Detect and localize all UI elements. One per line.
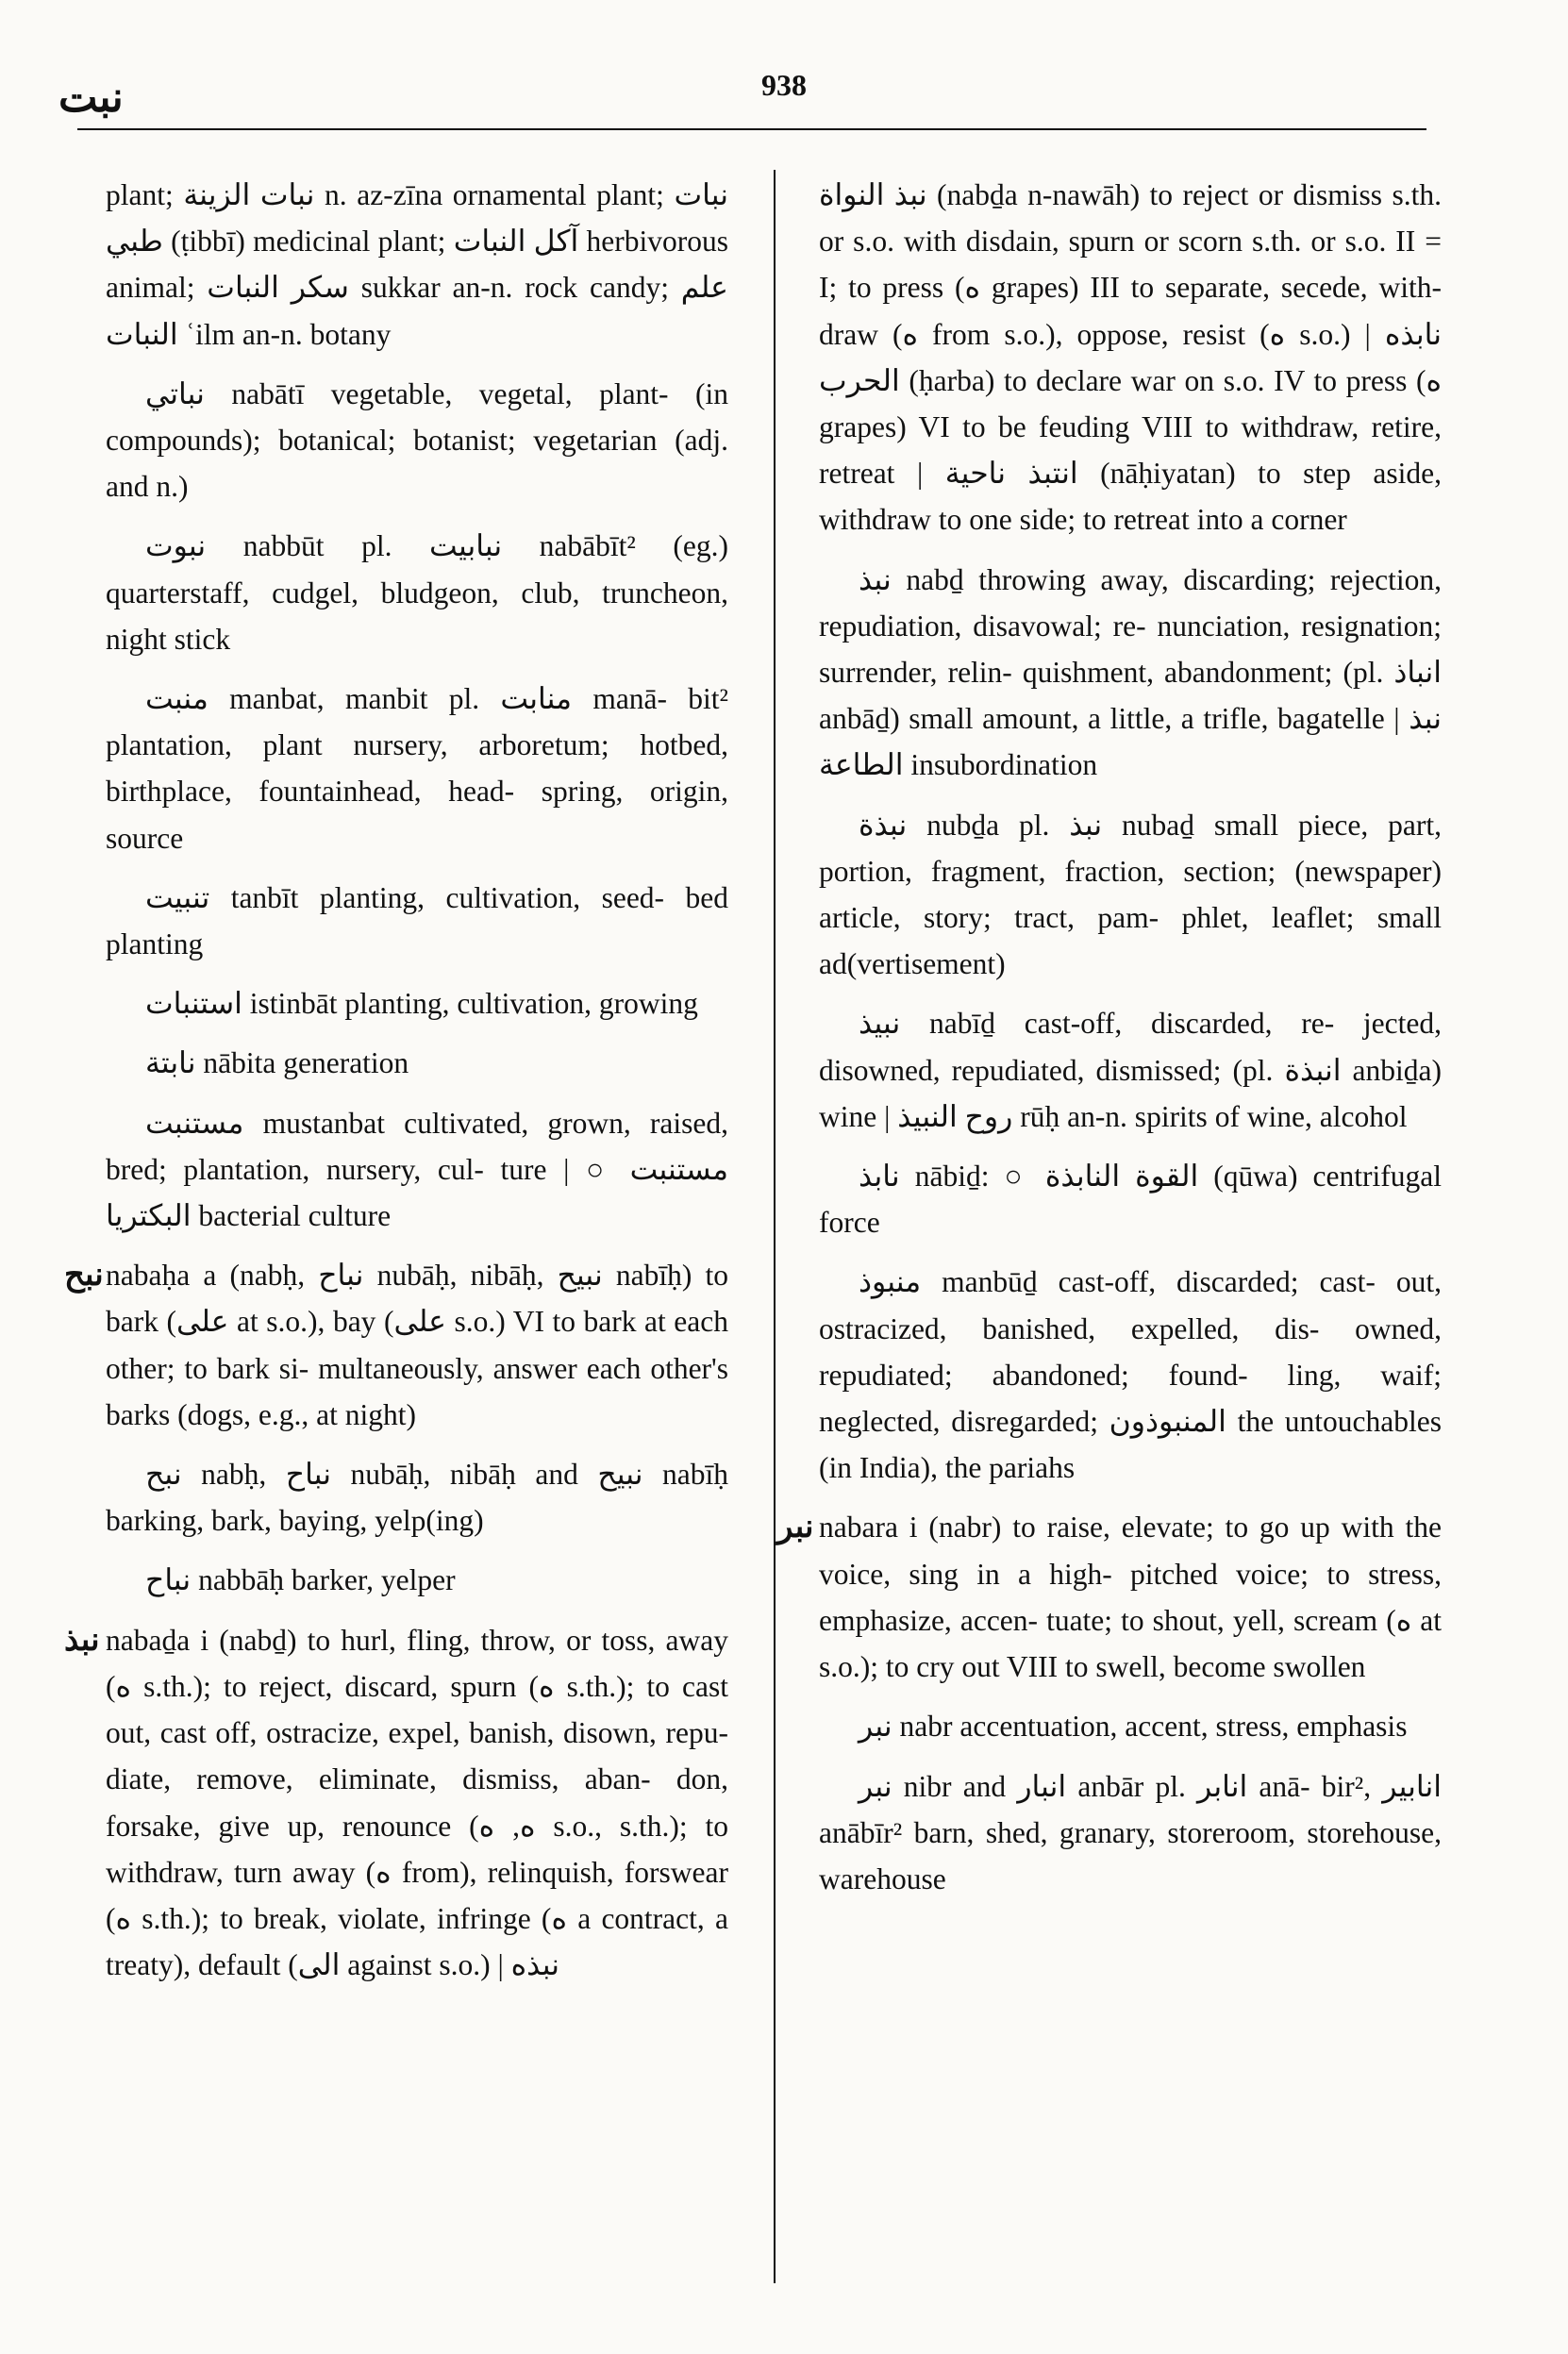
dictionary-entry [106, 523, 728, 662]
dictionary-entry [777, 1504, 1442, 1690]
entry-text: نابذ nābiḏ: ○ القوة النابذة (qūwa) centrifugal force [819, 1160, 1442, 1240]
dictionary-entry [64, 1252, 728, 1438]
running-head-root: نبت [58, 75, 124, 121]
dictionary-entry [106, 172, 728, 358]
dictionary-entry [106, 1557, 728, 1603]
dictionary-entry [106, 676, 728, 861]
entry-text: نبح nabḥ, نباح nubāḥ, nibāḥ and نبيح nabīḥ barking, bark, baying, yelp(ing) [106, 1458, 729, 1538]
entry-text: نبيذ nabīḏ cast-off, discarded, re- jected, disowned, repudiated, dismissed; (pl. انبذة anbiḏa) wine | روح النبيذ rūḥ an-n. spirits of wine, alcohol [819, 1007, 1442, 1133]
entry-text: nabaḥa a (nabḥ, نباح nubāḥ, nibāḥ, نبيح nabīḥ) to bark (على at s.o.), bay (على s.o.) VI to bark at each other; to bark si- multaneously, answer each other's barks (dogs, e.g., at night) [106, 1259, 728, 1431]
dictionary-entry [819, 1000, 1442, 1140]
entry-text: نبذ nabḏ throwing away, discarding; rejection, repudiation, disavowal; re- nunciation, resignation; surrender, relin- quishment, abandonment; (pl. انباذ anbāḏ) small amount, a little, a trifle, bagatelle | نبذ الطاعة insubordination [819, 562, 1442, 782]
entry-text: منبت manbat, manbit pl. منابت manā- bit² plantation, plant nursery, arboretum; hotbed, birthplace, fountainhead, head- spring, origin, source [106, 682, 728, 855]
left-column [64, 172, 729, 2001]
entry-text: نبر nibr and انبار anbār pl. انابر anā- bir², انابير anābīr² barn, shed, granary, storeroom, storehouse, warehouse [819, 1769, 1442, 1895]
dictionary-entry [106, 1100, 728, 1240]
dictionary-entry [819, 172, 1442, 543]
header-rule [77, 128, 1426, 130]
dictionary-entry [106, 1451, 728, 1544]
right-column [777, 172, 1442, 1915]
dictionary-entry [106, 875, 728, 967]
dictionary-entry [64, 1617, 729, 1989]
dictionary-entry [819, 1153, 1442, 1245]
dictionary-entry [106, 1040, 728, 1086]
page-number: 938 [761, 68, 807, 102]
entry-text: نبر nabr accentuation, accent, stress, emphasis [859, 1710, 1408, 1744]
entry-text: مستنبت mustanbat cultivated, grown, raised, bred; plantation, nursery, cul- ture | ○ مستنبت البكتريا bacterial culture [106, 1106, 728, 1233]
column-rule [774, 170, 776, 2283]
entry-text: نبذ النواة (nabḏa n-nawāh) to reject or dismiss s.th. or s.o. with disdain, spurn or scorn s.th. or s.o. II = I; to press (ه grapes) III to separate, secede, with- draw (ه from s.o.), oppose, resist (ه s.o.) | نابذه الحرب (ḥarba) to declare war on s.o. IV to press (ه grapes) VI to be feuding VIII to withdraw, retire, retreat | انتبذ ناحية (nāḥiyatan) to step aside, withdraw to one side; to retreat into a corner [819, 178, 1442, 537]
dictionary-entry [819, 1259, 1442, 1491]
dictionary-entry [106, 371, 728, 510]
dictionary-entry [819, 1763, 1442, 1903]
dictionary-entry [819, 557, 1442, 789]
root-word: نبذ [64, 1622, 100, 1658]
entry-text: nabaḏa i (nabḏ) to hurl, fling, throw, or toss, away (ه s.th.); to reject, discard, spurn (ه s.th.); to cast out, cast off, ostracize, expel, banish, disown, repu- diate, remove, eliminate, dismiss, aban- don, forsake, give up, renounce (ه, ه s.o., s.th.); to withdraw, turn away (ه from), relinquish, forswear (ه s.th.); to break, violate, infringe (ه a contract, a treaty), default (الى against s.o.) | نبذه [106, 1623, 729, 1982]
root-word: نبح [64, 1258, 104, 1294]
entry-text: منبوذ manbūḏ cast-off, discarded; cast- out, ostracized, banished, expelled, dis- owned, repudiated; abandoned; found- ling, waif; neglected, disregarded; المنبوذون the untouchables (in India), the pariahs [819, 1265, 1442, 1485]
entry-text: نباح nabbāḥ barker, yelper [145, 1563, 456, 1597]
entry-text: نابتة nābita generation [145, 1046, 409, 1080]
entry-text: plant; نبات الزينة n. az-zīna ornamental plant; نبات طبي (ṭibbī) medicinal plant; آكل النبات herbivorous animal; سكر النبات sukkar an-n. rock candy; علم النبات ʿilm an-n. botany [106, 178, 728, 351]
entry-text: nabara i (nabr) to raise, elevate; to go up with the voice, sing in a high- pitched voice; to stress, emphasize, accen- tuate; to shout, yell, scream (ه at s.o.); to cry out VIII to swell, become swollen [819, 1511, 1442, 1684]
entry-text: تنبيت tanbīt planting, cultivation, seed- bed planting [106, 880, 728, 961]
root-word: نبر [777, 1510, 814, 1545]
dictionary-entry [106, 980, 728, 1027]
entry-text: نباتي nabātī vegetable, vegetal, plant- (in compounds); botanical; botanist; vegetarian (adj. and n.) [106, 376, 728, 504]
entry-text: استنبات istinbāt planting, cultivation, growing [145, 987, 698, 1021]
dictionary-entry [819, 1703, 1442, 1749]
dictionary-entry [819, 802, 1442, 988]
entry-text: نبذة nubḏa pl. نبذ nubaḏ small piece, part, portion, fragment, fraction, section; (newspaper) article, story; tract, pam- phlet, leaflet; small ad(vertisement) [819, 808, 1442, 981]
entry-text: نبوت nabbūt pl. نبابيت nabābīt² (eg.) quarterstaff, cudgel, bludgeon, club, truncheon, night stick [106, 529, 728, 656]
